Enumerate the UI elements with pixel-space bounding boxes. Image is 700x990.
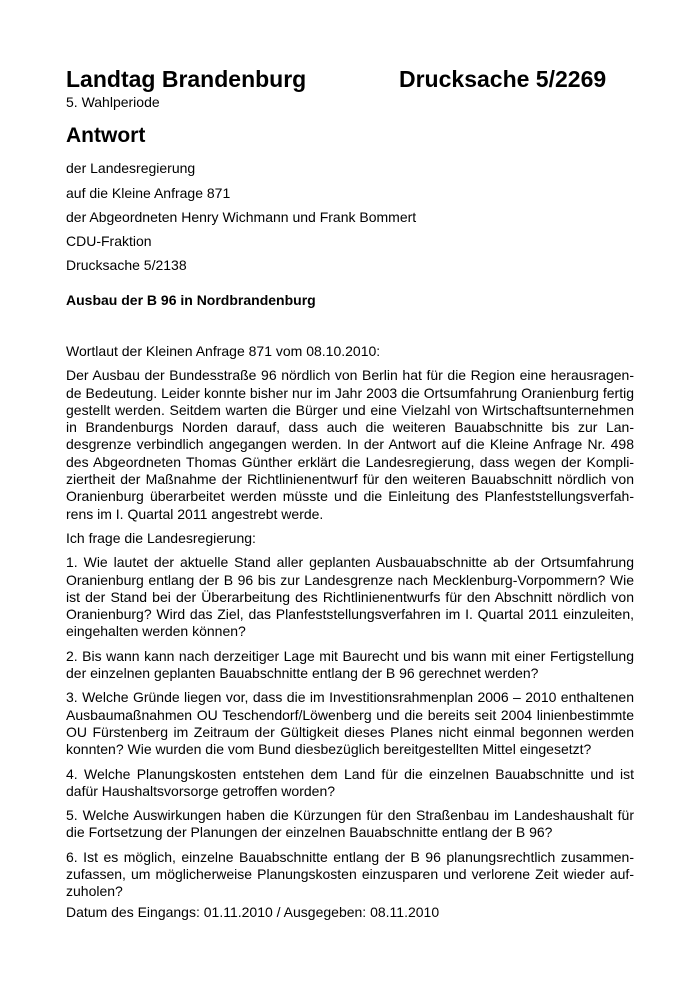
subject-heading: Ausbau der B 96 in Nordbrandenburg xyxy=(66,292,316,308)
question-4: 4. Welche Planungskosten entstehen dem Land für die einzelnen Bauabschnitte und ist dafür Haushaltsvorsorge getroffen worden? xyxy=(66,765,634,799)
document-type-heading: Antwort xyxy=(66,124,146,147)
meta-line-reference: Drucksache 5/2138 xyxy=(66,257,187,273)
question-6: 6. Ist es möglich, einzelne Bauabschnitte entlang der B 96 planungsrechtlich zusammenzufassen, um möglicherweise Planungskosten einzusparen und verlorene Zeit wieder aufzuholen? xyxy=(66,848,634,900)
meta-line-deputies: der Abgeordneten Henry Wichmann und Frank Bommert xyxy=(66,209,417,225)
meta-line-faction: CDU-Fraktion xyxy=(66,233,152,249)
legislative-period: 5. Wahlperiode xyxy=(66,94,160,110)
question-5: 5. Welche Auswirkungen haben die Kürzungen für den Straßenbau im Landeshaushalt für die Fortsetzung der Planungen der einzelnen Bauabschnitte entlang der B 96? xyxy=(66,807,634,841)
question-2: 2. Bis wann kann nach derzeitiger Lage mit Baurecht und bis wann mit einer Fertigstellung der einzelnen geplanten Bauabschnitte entlang der B 96 gerechnet werden? xyxy=(66,647,634,682)
question-3: 3. Welche Gründe liegen vor, dass die im Investitionsrahmenplan 2006 – 2010 enthaltenen Ausbaumaßnahmen OU Teschendorf/Löwenberg und die bereits seit 2004 linienbestimmte OU Fürstenberg im Zeitraum der Gültigkeit dieses Planes nicht einmal begonnen werden konnten? Wie wurden die vom Bund diesbezüglich bereitgestellten Mittel eingesetzt? xyxy=(66,689,634,758)
intro-paragraph: Wortlaut der Kleinen Anfrage 871 vom 08.10.2010: xyxy=(66,343,381,359)
ask-paragraph: Ich frage die Landesregierung: xyxy=(66,529,256,546)
meta-line-inquiry: auf die Kleine Anfrage 871 xyxy=(66,185,231,201)
question-1: 1. Wie lautet der aktuelle Stand aller geplanten Ausbauabschnitte ab der Ortsumfahrung Oranienburg entlang der B 96 bis zur Landesgrenze nach Mecklenburg-Vorpommern? Wie ist der Stand bei der Überarbeitung des Richtlinienentwurfs für den Abschnitt nördlich von Oranienburg? Wird das Ziel, das Planfeststellungsverfahren im I. Quartal 2011 einzuleiten, eingehalten werden können? xyxy=(66,554,634,640)
parliament-name: Landtag Brandenburg xyxy=(66,66,307,92)
preamble-paragraph: Der Ausbau der Bundesstraße 96 nördlich von Berlin hat für die Region eine herausragende Bedeutung. Leider konnte bisher nur im Jahr 2003 die Ortsumfahrung Oranienburg fertig gestellt werden. Seitdem warten die Bürger und eine Vielzahl von Wirtschaftsunternehmen in Brandenburgs Norden darauf, dass auch die weiteren Bauabschnitte bis zur Landesgrenze verbindlich angegangen werden. In der Antwort auf die Kleine Anfrage Nr. 498 des Abgeordneten Thomas Günther erklärt die Landesregierung, dass wegen der Kompliziertheit der Maßnahme der Richtlinienentwurf für den weiteren Bauabschnitt nördlich von Oranienburg überarbeitet werden müsste und die Einleitung des Planfeststellungsverfahrens im I. Quartal 2011 angestrebt werde. xyxy=(66,367,634,522)
inquiry-body xyxy=(66,343,634,908)
meta-line-government: der Landesregierung xyxy=(66,160,196,176)
receipt-issue-dates: Datum des Eingangs: 01.11.2010 / Ausgegeben: 08.11.2010 xyxy=(66,904,440,920)
document-number: Drucksache 5/2269 xyxy=(399,66,607,92)
